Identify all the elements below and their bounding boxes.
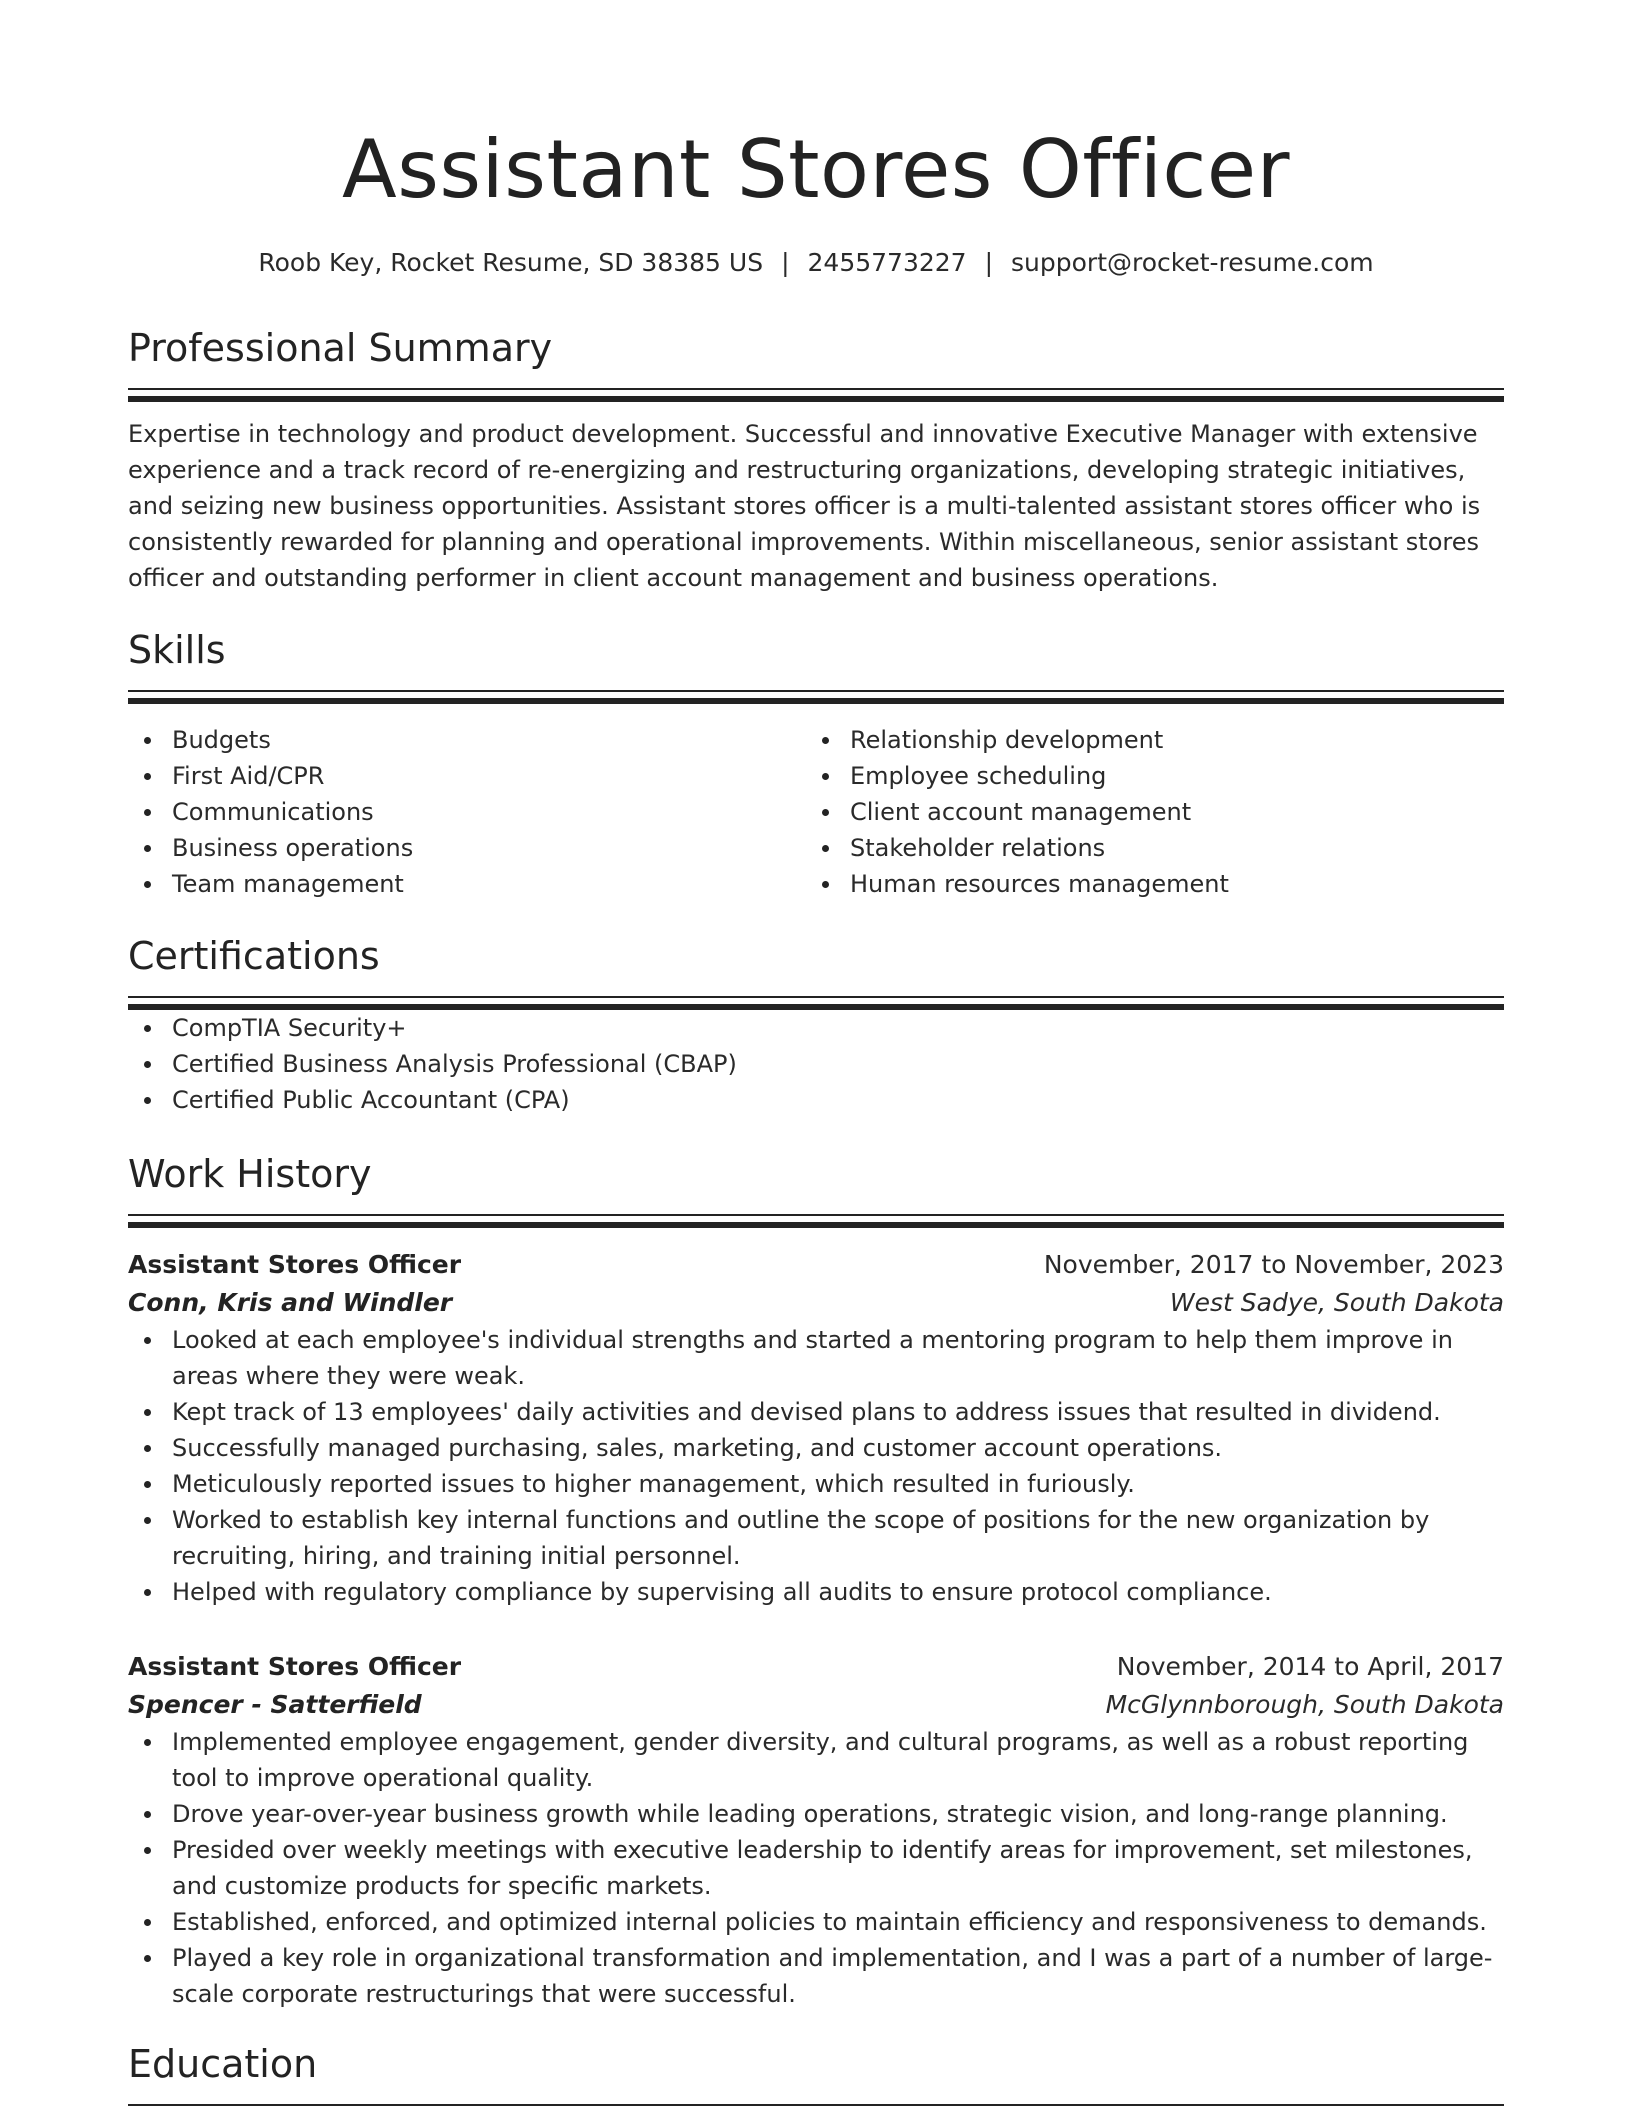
resume-page [128, 0, 1504, 2106]
job-responsibilities [128, 1322, 1504, 1610]
job-title: Assistant Stores Officer [128, 1652, 462, 1681]
job-company: Spencer - Satterfield [128, 1690, 422, 1719]
section-divider-thick [128, 698, 1504, 704]
skills-grid [128, 722, 1504, 902]
skill-item: Business operations [128, 830, 806, 866]
contact-address: Roob Key, Rocket Resume, SD 38385 US [258, 248, 764, 277]
job-company: Conn, Kris and Windler [128, 1288, 453, 1317]
skill-item: Communications [128, 794, 806, 830]
skill-item: Relationship development [806, 722, 1484, 758]
skill-item: Team management [128, 866, 806, 902]
job-bullet: Looked at each employee's individual strengths and started a mentoring program to help them improve in areas where they were weak. [128, 1322, 1504, 1394]
section-heading: Work History [128, 1152, 372, 1196]
job-dates: November, 2017 to November, 2023 [1043, 1250, 1504, 1279]
job-location: McGlynnborough, South Dakota [1105, 1690, 1504, 1719]
section-divider [128, 996, 1504, 998]
job-location: West Sadye, South Dakota [1169, 1288, 1504, 1317]
job-bullet: Meticulously reported issues to higher management, which resulted in furiously. [128, 1466, 1504, 1502]
professional-summary-section [128, 324, 1504, 596]
job-header-row [128, 1246, 1504, 1284]
skills-section [128, 626, 1504, 902]
section-divider [128, 1214, 1504, 1216]
section-heading: Certifications [128, 934, 380, 978]
job-bullet: Implemented employee engagement, gender diversity, and cultural programs, as well as a robust reporting tool to improve operational quality. [128, 1724, 1504, 1796]
job-bullet: Successfully managed purchasing, sales, marketing, and customer account operations. [128, 1430, 1504, 1466]
skill-item: Budgets [128, 722, 806, 758]
contact-separator: | [781, 248, 790, 277]
summary-text: Expertise in technology and product development. Successful and innovative Executive Manager with extensive experience and a track record of re-energizing and restructuring organizations, developing strategic initiatives, and seizing new business opportunities. Assistant stores officer is a multi-talented assistant stores officer who is consistently rewarded for planning and operational improvements. Within miscellaneous, senior assistant stores officer and outstanding performer in client account management and business operations. [128, 420, 1481, 592]
job-entry [128, 1648, 1504, 2012]
job-company-row [128, 1686, 1504, 1724]
job-bullet: Played a key role in organizational transformation and implementation, and I was a part of a number of large-scale corporate restructurings that were successful. [128, 1940, 1504, 2012]
skill-item: First Aid/CPR [128, 758, 806, 794]
certifications-list [128, 1010, 1504, 1118]
job-dates: November, 2014 to April, 2017 [1116, 1652, 1504, 1681]
job-bullet: Kept track of 13 employees' daily activities and devised plans to address issues that resulted in dividend. [128, 1394, 1504, 1430]
skill-item: Employee scheduling [806, 758, 1484, 794]
section-divider [128, 388, 1504, 390]
section-divider-thick [128, 1222, 1504, 1228]
job-bullet: Drove year-over-year business growth while leading operations, strategic vision, and long-range planning. [128, 1796, 1504, 1832]
skill-item: Human resources management [806, 866, 1484, 902]
skill-item: Stakeholder relations [806, 830, 1484, 866]
job-company-row [128, 1284, 1504, 1322]
contact-line [128, 246, 1504, 280]
skills-list-left [128, 722, 806, 902]
certification-item: Certified Business Analysis Professional (CBAP) [128, 1046, 1504, 1082]
section-divider [128, 2104, 1504, 2106]
section-divider-thick [128, 396, 1504, 402]
contact-phone: 2455773227 [807, 248, 967, 277]
section-heading: Education [128, 2042, 318, 2086]
contact-email: support@rocket-resume.com [1011, 248, 1374, 277]
job-bullet: Presided over weekly meetings with executive leadership to identify areas for improvement, set milestones, and customize products for specific markets. [128, 1832, 1504, 1904]
job-entry [128, 1246, 1504, 1610]
section-heading: Skills [128, 628, 226, 672]
certifications-section [128, 932, 1504, 1118]
section-heading: Professional Summary [128, 326, 553, 370]
work-history-section [128, 1150, 1504, 2012]
job-responsibilities [128, 1724, 1504, 2012]
section-divider [128, 690, 1504, 692]
job-header-row [128, 1648, 1504, 1686]
skills-list-right [806, 722, 1484, 902]
job-bullet: Established, enforced, and optimized internal policies to maintain efficiency and responsiveness to demands. [128, 1904, 1504, 1940]
education-section [128, 2040, 1504, 2106]
certification-item: CompTIA Security+ [128, 1010, 1504, 1046]
job-title: Assistant Stores Officer [128, 1250, 462, 1279]
certification-item: Certified Public Accountant (CPA) [128, 1082, 1504, 1118]
skill-item: Client account management [806, 794, 1484, 830]
job-bullet: Worked to establish key internal functions and outline the scope of positions for the new organization by recruiting, hiring, and training initial personnel. [128, 1502, 1504, 1574]
job-bullet: Helped with regulatory compliance by supervising all audits to ensure protocol compliance. [128, 1574, 1504, 1610]
resume-title: Assistant Stores Officer [341, 123, 1291, 216]
contact-separator: | [984, 248, 994, 277]
